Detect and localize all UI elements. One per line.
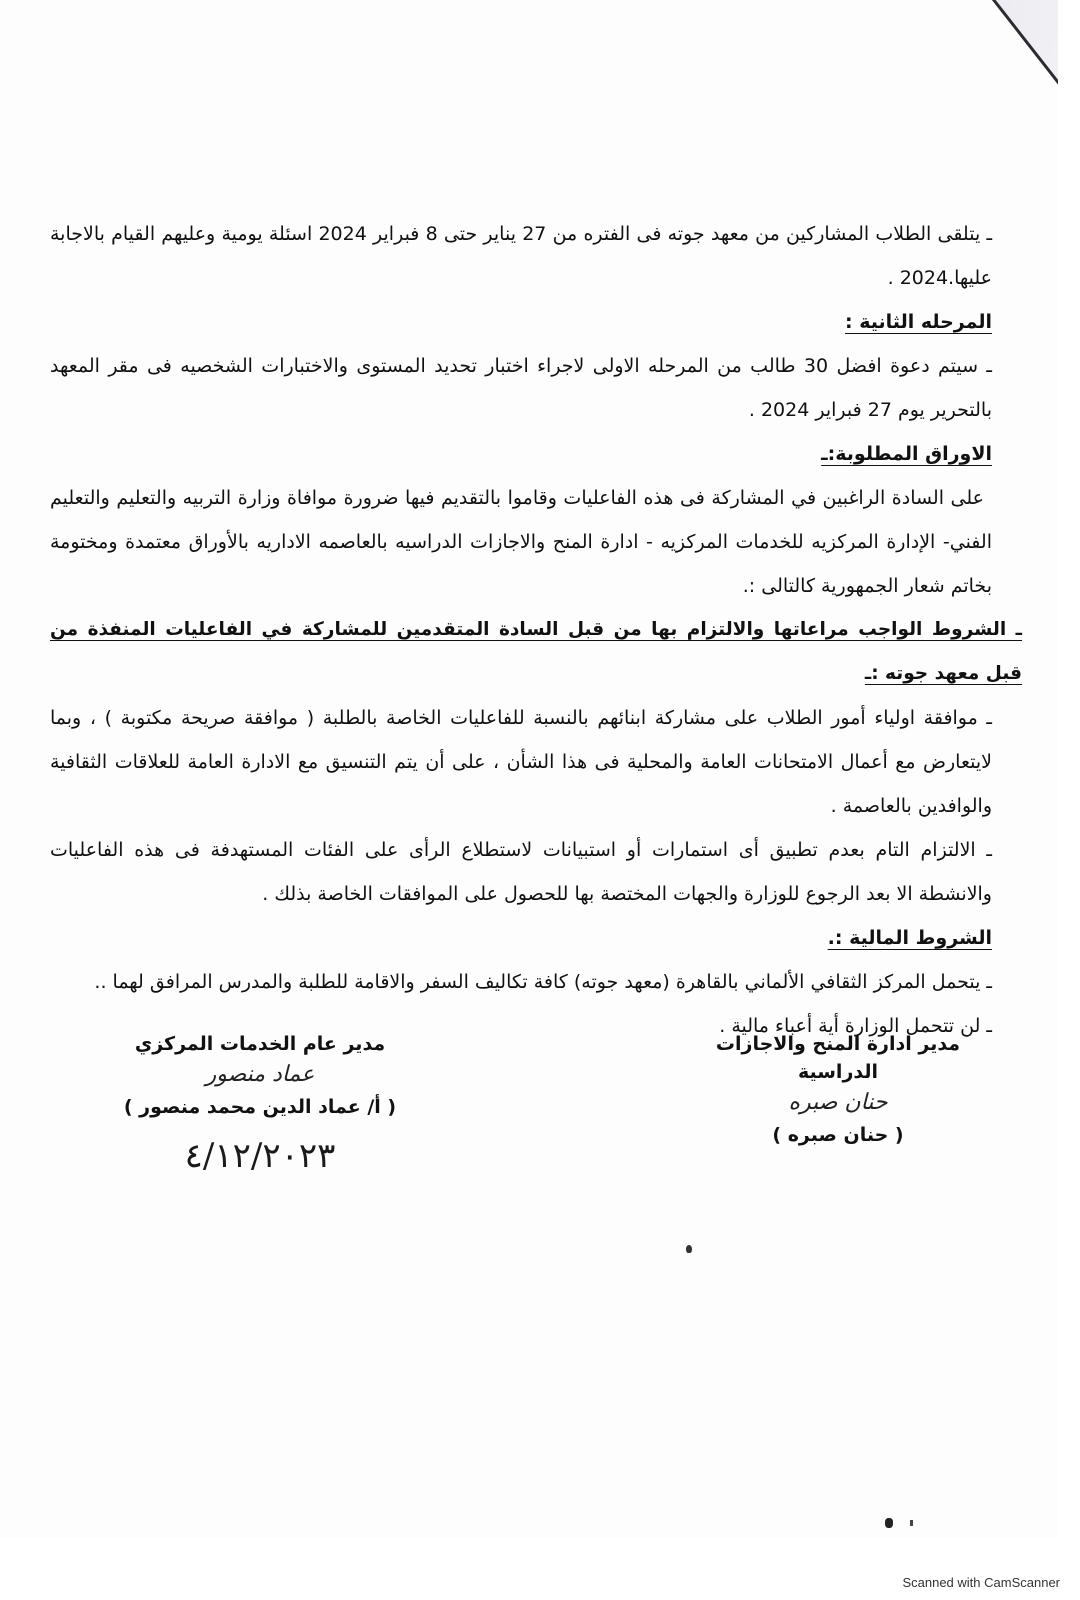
paragraph-ministry-no-costs: ـ لن تتحمل الوزارة أية أعباء مالية . (719, 1015, 992, 1037)
document-body (50, 212, 1022, 1048)
page-number-mark (910, 1520, 913, 1526)
scan-speck (686, 1245, 692, 1253)
handwritten-date: ٤/١٢/٢٠٢٣ (184, 1136, 336, 1176)
handwritten-signature: حنان صبره (788, 1090, 888, 1115)
paragraph-no-surveys: ـ الالتزام التام بعدم تطبيق أى استمارات أو استبيانات لاستطلاع الرأى على الفئات المستهدفة فى هذه الفاعليات والانشطة الا بعد الرجوع للوزارة والجهات المختصة بها للحصول على الموافقات الخاصة بذلك . (50, 839, 992, 905)
paragraph-phase-one-questions: ـ يتلقى الطلاب المشاركين من معهد جوته فى الفتره من 27 يناير حتى 8 فبراير 2024 اسئلة يومية وعليهم القيام بالاجابة عليها.2024 . (50, 223, 993, 289)
signature-block-scholarships-director (688, 1030, 988, 1150)
signatures-section (0, 1030, 1058, 1200)
signature-block-central-services-director (120, 1030, 400, 1186)
heading-participation-conditions: ـ الشروط الواجب مراعاتها والالتزام بها من قبل السادة المتقدمين للمشاركة في الفاعليات المنفذة من قبل معهد جوته :ـ (50, 619, 1022, 684)
paragraph-goethe-covers-costs: ـ يتحمل المركز الثقافي الألماني بالقاهرة (معهد جوته) كافة تكاليف السفر والاقامة للطلبة والمدرس المرافق لهما .. (94, 971, 992, 993)
signer-title: مدير عام الخدمات المركزي (134, 1033, 386, 1055)
page-fold-corner (945, 0, 1058, 145)
page-number-mark (885, 1518, 893, 1528)
paragraph-required-papers: على السادة الراغبين في المشاركة فى هذه الفاعليات وقاموا بالتقديم فيها ضرورة موافاة وزارة التربيه والتعليم والتعليم الفني- الإدارة المركزيه للخدمات المركزيه - ادارة المنح والاجازات الدراسيه بالعاصمه الاداريه بالأوراق معتمدة ومختومة بخاتم شعار الجمهورية كالتالى :. (50, 487, 992, 597)
handwritten-signature: عماد منصور (205, 1062, 315, 1087)
camscanner-watermark: Scanned with CamScanner (902, 1575, 1060, 1590)
paragraph-parent-consent: ـ موافقة اولياء أمور الطلاب على مشاركة ابنائهم بالنسبة للفاعليات الخاصة بالطلبة ( موافقة صريحة مكتوبة ) ، وبما لايتعارض مع أعمال الامتحانات العامة والمحلية فى هذا الشأن ، على أن يتم التنسيق مع الادارة العامة للعلاقات الثقافية والوافدين بالعاصمة . (50, 707, 992, 817)
signer-name: ( أ/ عماد الدين محمد منصور ) (123, 1096, 397, 1118)
signer-title: مدير ادارة المنح والاجازات الدراسية (715, 1033, 961, 1083)
heading-phase-two: المرحله الثانية : (845, 311, 992, 333)
heading-required-papers: الاوراق المطلوبة:ـ (821, 443, 992, 465)
heading-financial-conditions: الشروط المالية :. (827, 927, 992, 949)
signer-name: ( حنان صبره ) (772, 1124, 904, 1146)
paragraph-phase-two-invitation: ـ سيتم دعوة افضل 30 طالب من المرحله الاولى لاجراء اختبار تحديد المستوى والاختبارات الشخصيه فى مقر المعهد بالتحرير يوم 27 فبراير 2024 . (50, 355, 992, 421)
